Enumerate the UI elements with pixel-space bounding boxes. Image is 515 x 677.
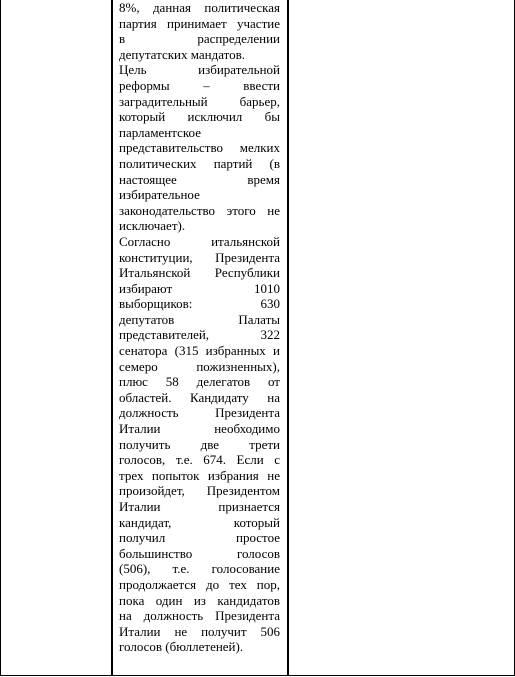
text-line: который исключил бы	[119, 109, 280, 125]
text-line: сенатора (315 избранных и	[119, 343, 280, 359]
text-line: голосов, т.е. 674. Если с	[119, 452, 280, 468]
text-line: выборщиков: 630	[119, 296, 280, 312]
text-line: на должность Президента	[119, 608, 280, 624]
text-line: семеро пожизненных),	[119, 358, 280, 374]
text-line: (506), т.е. голосование	[119, 561, 280, 577]
text-line: депутатов Палаты	[119, 311, 280, 327]
text-line: депутатских мандатов.	[119, 46, 246, 62]
text-line: 8%, данная политическая	[119, 0, 280, 15]
text-line: продолжается до тех пор,	[119, 576, 280, 592]
text-line: реформы – ввести	[119, 77, 280, 93]
paragraph-reform-goal	[119, 62, 280, 234]
table-cell-text	[119, 0, 280, 655]
text-line: Италии не получит 506	[119, 623, 280, 639]
text-line: заградительный барьер,	[119, 93, 280, 109]
text-line: политических партий (в	[119, 155, 280, 171]
text-line: трех попыток избрания не	[119, 467, 280, 483]
text-line: парламентское	[119, 124, 201, 140]
text-line: большинство голосов	[119, 545, 280, 561]
text-line: законодательство этого не	[119, 202, 280, 218]
text-line: избирают 1010	[119, 280, 280, 296]
text-line: партия принимает участие	[119, 15, 280, 31]
text-line: произойдет, Президентом	[119, 483, 280, 499]
text-line: получил простое	[119, 530, 280, 546]
text-line: получить две трети	[119, 436, 280, 452]
text-line: Цель избирательной	[119, 62, 280, 78]
text-line: представителей, 322	[119, 327, 280, 343]
text-line: настоящее время	[119, 171, 280, 187]
text-line: Итальянской Республики	[119, 265, 280, 281]
column-divider-right	[287, 0, 289, 675]
text-line: кандидат, который	[119, 514, 280, 530]
text-line: Италии признается	[119, 499, 280, 514]
paragraph-threshold	[119, 0, 280, 62]
text-line: в распределении	[119, 31, 280, 47]
text-line: областей. Кандидату на	[119, 389, 280, 405]
text-line: исключает).	[119, 218, 186, 234]
column-divider-left	[111, 0, 113, 675]
text-line: избирательное	[119, 187, 200, 203]
text-line: должность Президента	[119, 405, 280, 421]
text-line: Согласно итальянской	[119, 233, 280, 249]
text-line: конституции, Президента	[119, 249, 280, 265]
text-line: плюс 58 делегатов от	[119, 374, 280, 390]
text-line: голосов (бюллетеней).	[119, 639, 244, 655]
text-line: Италии необходимо	[119, 421, 280, 437]
text-line: представительство мелких	[119, 140, 280, 156]
text-line: пока один из кандидатов	[119, 592, 280, 608]
paragraph-president-election	[119, 234, 280, 655]
